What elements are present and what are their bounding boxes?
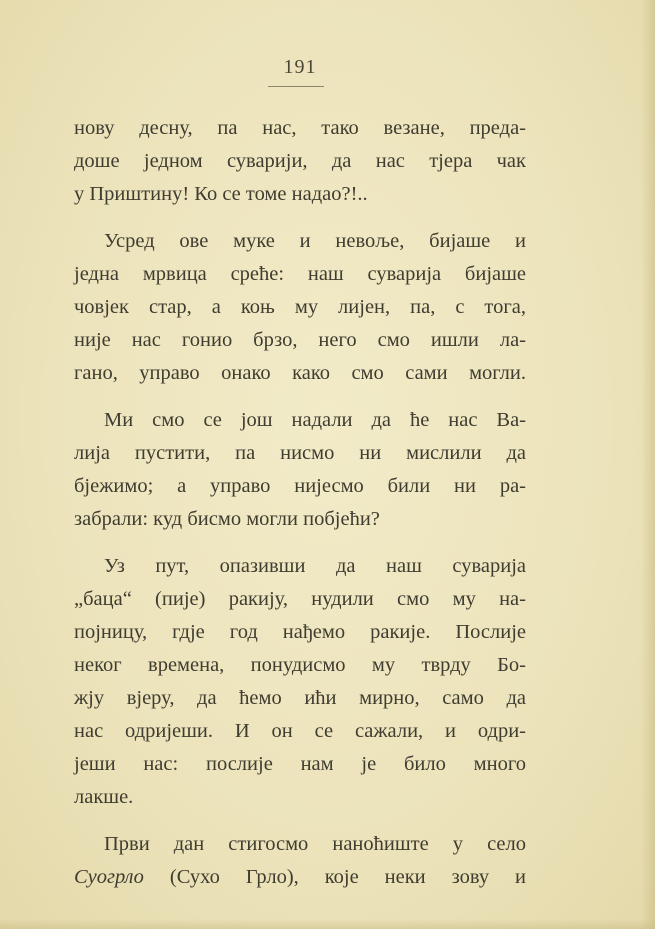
paragraph-2 bbox=[74, 225, 526, 390]
text-line: лија пустити, па нисмо ни мислили да bbox=[74, 442, 526, 464]
text-line: Усред ове муке и невоље, бијаше и bbox=[104, 230, 526, 252]
text-line: у Приштину! Ко се томе надао?!.. bbox=[74, 183, 368, 205]
text-line-with-place-name bbox=[74, 861, 526, 894]
page-bottom-shadow bbox=[0, 919, 655, 929]
text-line: нас одријеши. И он се сажали, и одри- bbox=[74, 720, 526, 742]
text-line: доше једном суварији, да нас тјера чак bbox=[74, 150, 526, 172]
paragraph-3 bbox=[74, 404, 526, 536]
text-line: човјек стар, а коњ му лијен, па, с тога, bbox=[74, 296, 526, 318]
text-line: неког времена, понудисмо му тврду Бо- bbox=[74, 654, 526, 676]
text-line: забрали: куд бисмо могли побјећи? bbox=[74, 508, 380, 530]
text-line: Први дан стигосмо наноћиште у село bbox=[104, 833, 526, 855]
place-name-italic: Суогрло bbox=[74, 866, 144, 888]
text-line: жју вјеру, да ћемо ићи мирно, само да bbox=[74, 687, 526, 709]
text-line: јеши нас: послије нам је било много bbox=[74, 753, 526, 775]
text-line: „баца“ (пије) ракију, нудили смо му на- bbox=[74, 588, 526, 610]
text-line-rest: (Сухо Грло), које неки зову и bbox=[143, 866, 526, 888]
text-line: Ми смо се још надали да ће нас Ва- bbox=[104, 409, 526, 431]
text-line: Уз пут, опазивши да наш суварија bbox=[104, 555, 526, 577]
paragraph-5 bbox=[74, 828, 526, 894]
text-line: нову десну, па нас, тако везане, преда- bbox=[74, 117, 526, 139]
page-number: 191 bbox=[283, 56, 317, 78]
paragraph-4 bbox=[74, 550, 526, 814]
text-line: појницу, гдје год нађемо ракије. Послије bbox=[74, 621, 526, 643]
text-line: лакше. bbox=[74, 786, 134, 808]
page-edge-shadow bbox=[641, 0, 655, 929]
text-line: није нас гонио брзо, него смо ишли ла- bbox=[74, 329, 526, 351]
body-text bbox=[74, 112, 526, 894]
page-number-rule bbox=[268, 86, 324, 87]
text-line: једна мрвица среће: наш суварија бијаше bbox=[74, 263, 526, 285]
text-line: бјежимо; а управо нијесмо били ни ра- bbox=[74, 475, 526, 497]
text-line: гано, управо онако како смо сами могли. bbox=[74, 362, 526, 384]
paragraph-1 bbox=[74, 112, 526, 211]
